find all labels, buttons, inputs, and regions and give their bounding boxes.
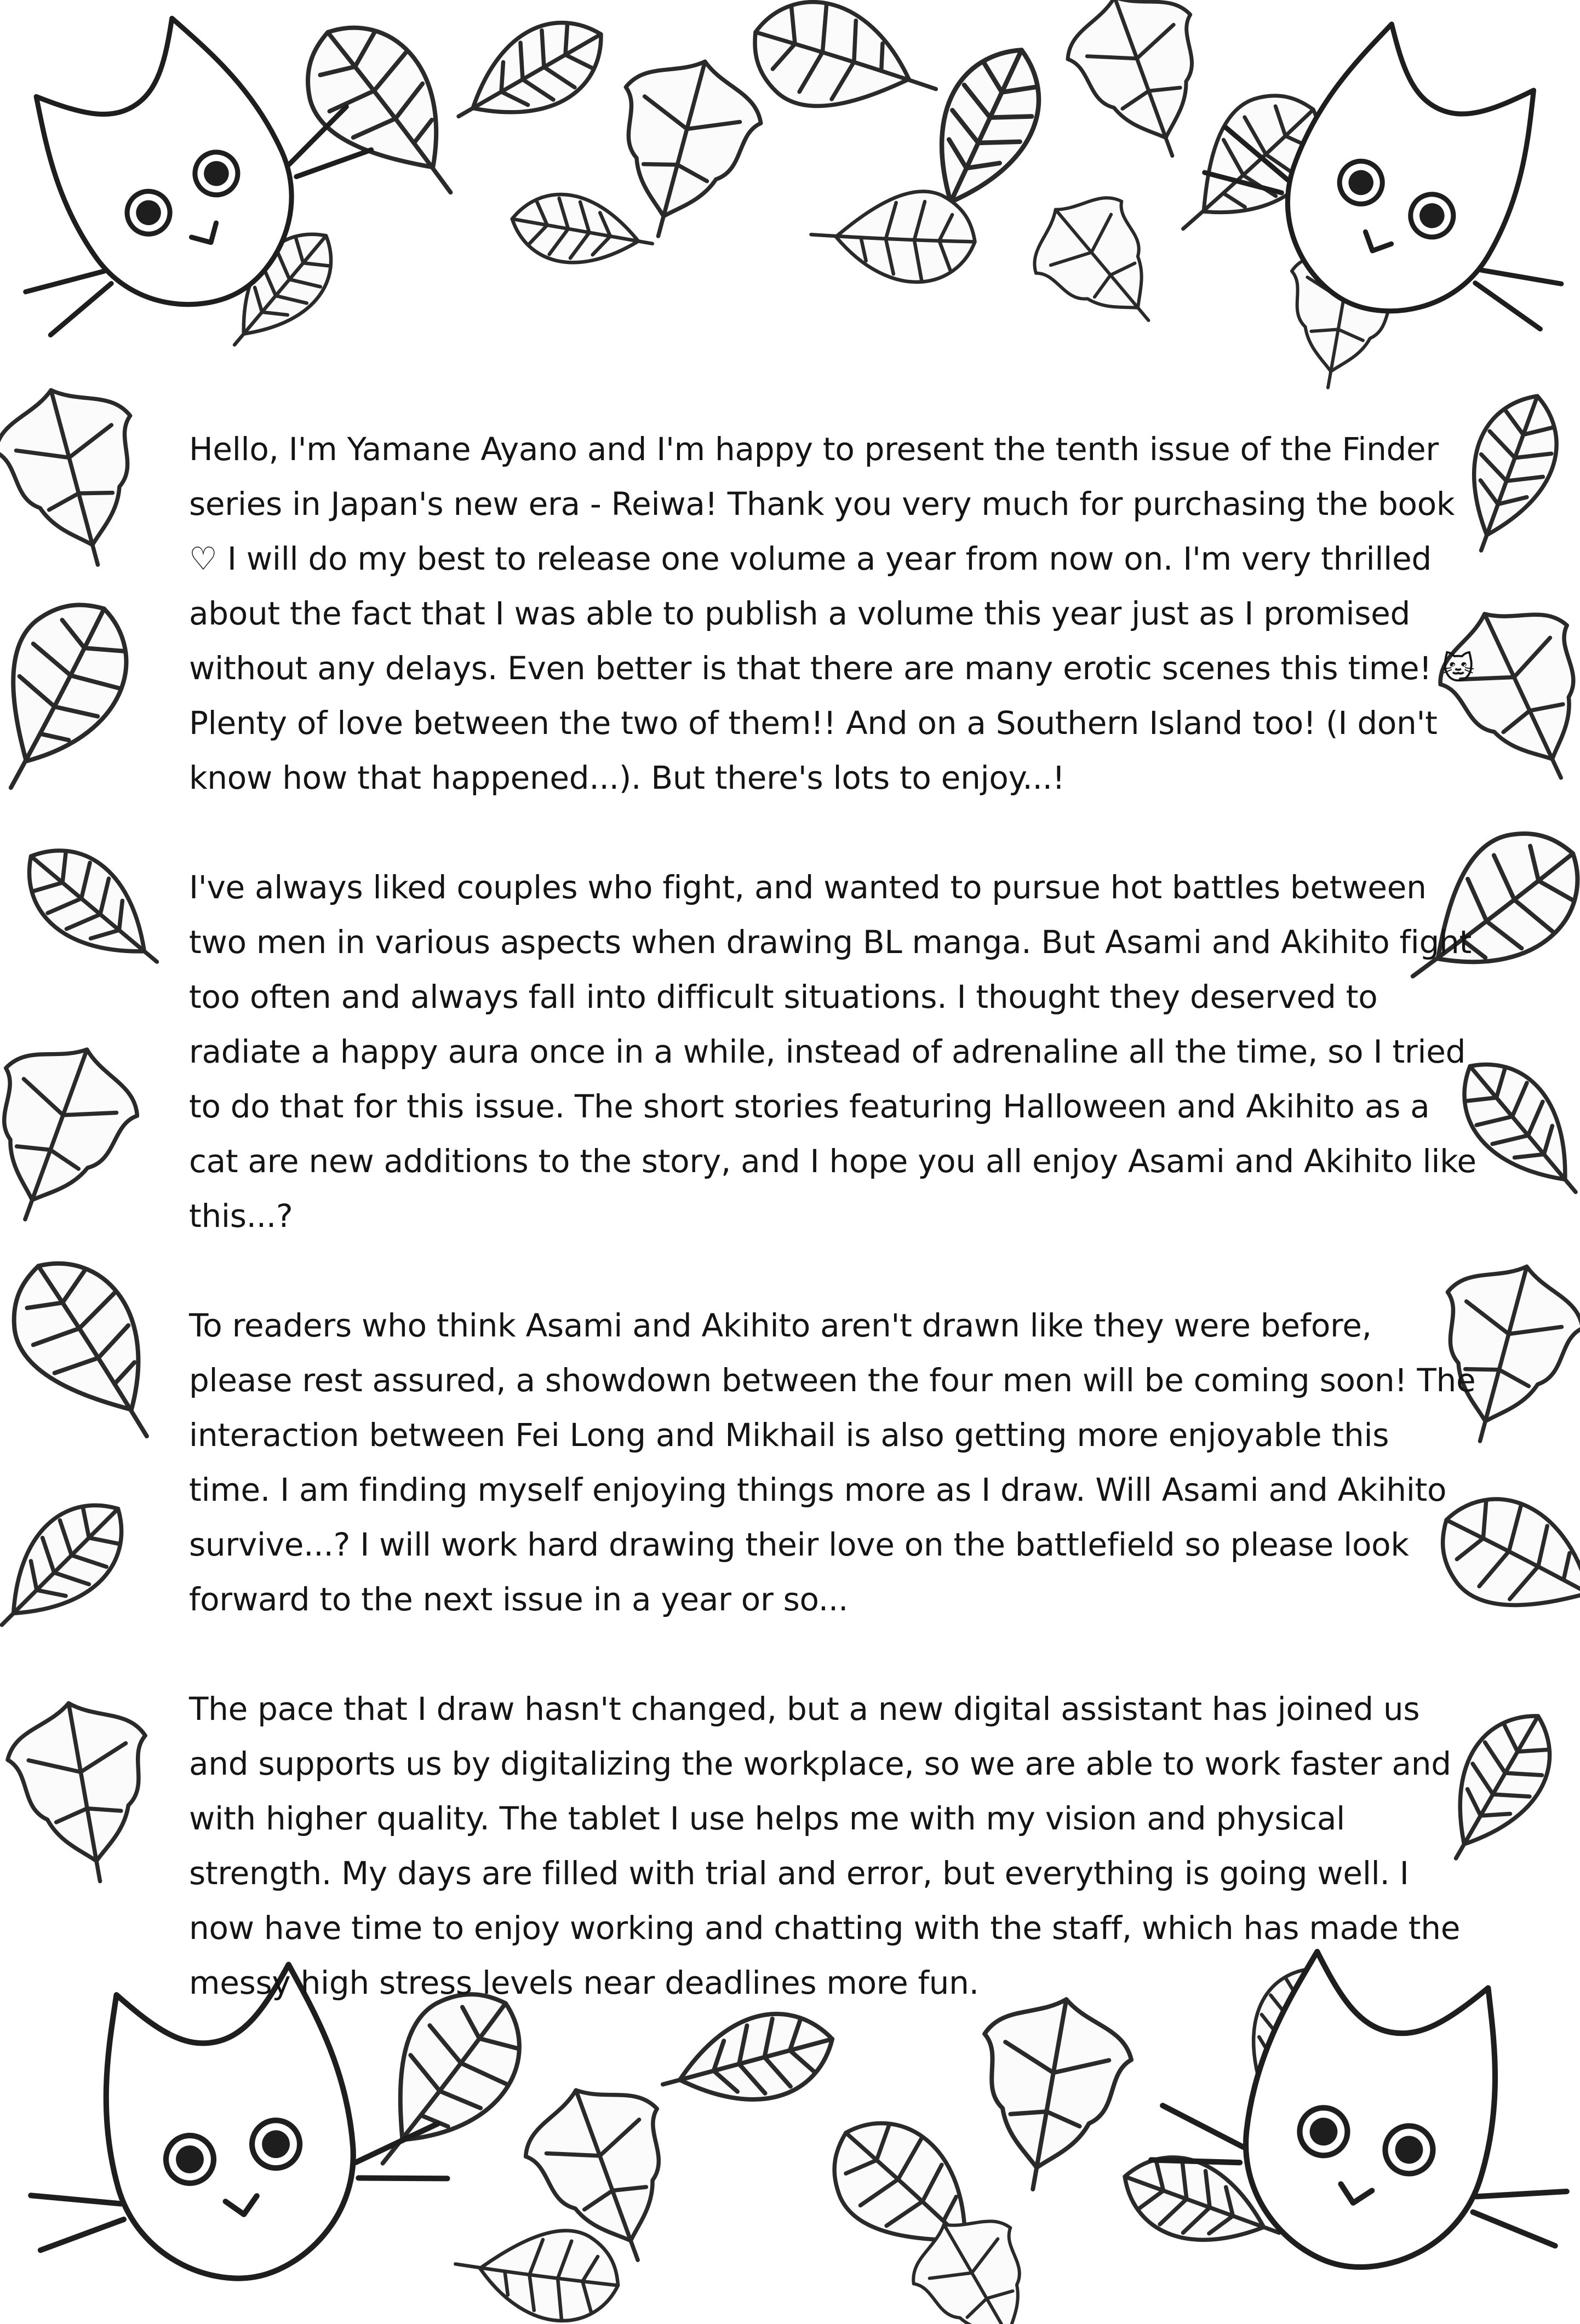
leaf-icon xyxy=(1013,174,1192,356)
letter-paragraph: I've always liked couples who fight, and wanted to pursue hot battles between two men in various aspects when drawing BL manga. But Asami and Akihito fight too often and always fall into difficult situations. I thought they deserved to radiate a happy aura once in a while, instead of adrenaline all the time, so I tried to do that for this issue. The short stories featuring Halloween and Akihito as a cat are new additions to the story, and I hope you all enjoy Asami and Akihito like this...? xyxy=(189,869,1476,1235)
leaf-icon xyxy=(0,581,152,811)
leaf-icon xyxy=(0,1238,187,1468)
leaf-icon xyxy=(0,372,165,583)
leaf-icon xyxy=(652,1999,843,2124)
leaf-icon xyxy=(737,0,951,146)
letter-body xyxy=(189,422,1476,2010)
leaf-icon xyxy=(6,827,182,991)
leaf-icon xyxy=(0,1482,145,1652)
leaf-icon xyxy=(0,1025,153,1243)
leaf-icon xyxy=(439,1,620,150)
leaf-icon xyxy=(959,1987,1140,2202)
letter-paragraph: Hello, I'm Yamane Ayano and I'm happy to present the tenth issue of the Finder series in Japan's new era - Reiwa! Thank you very much for purchasing the book ♡ I will do my best to release one volume a year from now on. I'm very thrilled about the fact that I was able to publish a volume this year just as I promised without any delays. Even better is that there are many erotic scenes this time! 🐱 Plenty of love between the two of them!! And on a Southern Island too! (I don't know how that happened...). But there's lots to enjoy...! xyxy=(189,431,1475,796)
leaf-icon xyxy=(1054,0,1234,178)
letter-paragraph: To readers who think Asami and Akihito aren't drawn like they were before, please rest assured, a showdown between the four men will be coming soon! The interaction between Fei Long and Mikhail is also getting more enjoyable this time. I am finding myself enjoying things more as I draw. Will Asami and Akihito survive...? I will work hard drawing their love on the battlefield so please look forward to the next issue in a year or so... xyxy=(189,1307,1476,1618)
leaf-icon xyxy=(506,186,658,277)
leaf-icon xyxy=(0,1691,169,1893)
letter-paragraph: The pace that I draw hasn't changed, but a new digital assistant has joined us and supports us by digitalizing the workplace, so we are able to work faster and with higher quality. The tablet I use helps me with my vision and physical strength. My days are filled with trial and error, but everything is going well. I now have time to enjoy working and chatting with the staff, which has made the messy high stress levels near deadlines more fun. xyxy=(189,1690,1461,2001)
